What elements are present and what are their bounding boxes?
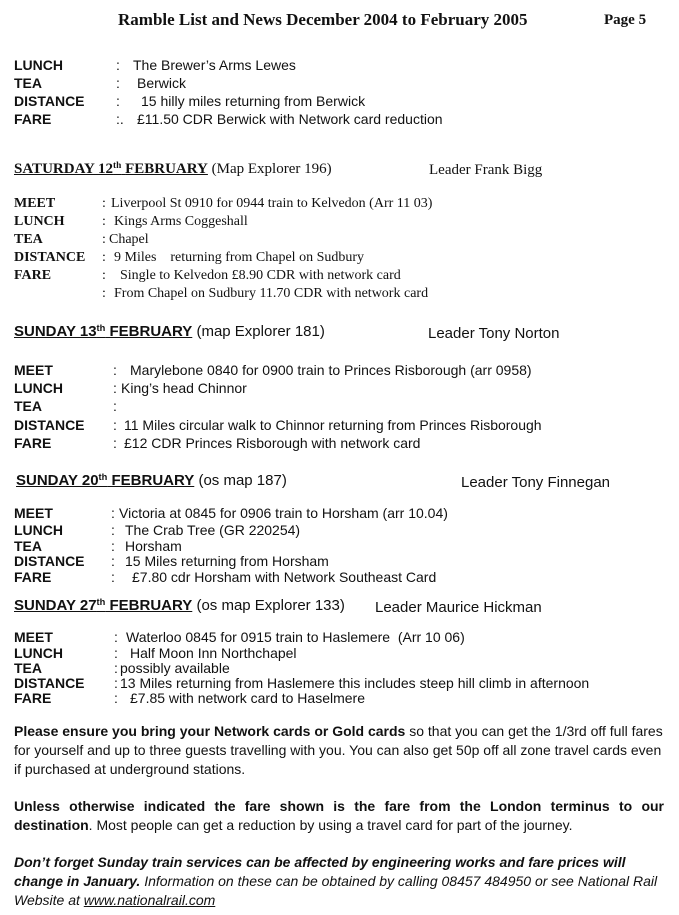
label-fare: FARE: [14, 569, 52, 585]
label-distance: DISTANCE: [14, 93, 85, 109]
value-fare: Single to Kelvedon £8.90 CDR with network card: [120, 268, 401, 283]
label-tea: TEA: [14, 75, 42, 91]
label-distance: DISTANCE: [14, 250, 86, 265]
note-emphasis: Don’t forget Sunday train services can be affected by engineering works and fare prices will change in January.: [14, 854, 626, 889]
value-lunch: Half Moon Inn Northchapel: [130, 645, 297, 661]
label-lunch: LUNCH: [14, 380, 63, 396]
value-distance: 15 hilly miles returning from Berwick: [141, 93, 366, 109]
value-fare: £7.80 cdr Horsham with Network Southeast Card: [132, 569, 437, 585]
national-rail-link[interactable]: www.nationalrail.com: [83, 892, 216, 908]
separator: :: [111, 522, 115, 538]
separator: :: [114, 690, 118, 706]
section-date: SUNDAY 13th FEBRUARY: [14, 322, 193, 340]
label-fare: FARE: [14, 111, 52, 127]
separator: :: [113, 398, 117, 414]
label-meet: MEET: [14, 196, 56, 211]
value-meet: Liverpool St 0910 for 0944 train to Kelvedon (Arr 11 03): [111, 196, 433, 211]
separator: :: [102, 196, 106, 211]
walk-leader: Leader Tony Norton: [428, 325, 560, 342]
section-date: SUNDAY 20th FEBRUARY: [16, 471, 195, 489]
label-tea: TEA: [14, 398, 42, 414]
map-reference: (Map Explorer 196): [211, 161, 332, 177]
separator: :: [111, 505, 115, 521]
value-lunch: King’s head Chinnor: [121, 380, 247, 396]
value-meet: Victoria at 0845 for 0906 train to Horsham (arr 10.04): [119, 505, 448, 521]
value-fare: £7.85 with network card to Haselmere: [130, 690, 365, 706]
value-meet: Waterloo 0845 for 0915 train to Haslemere (Arr 10 06): [126, 629, 465, 645]
separator: :: [113, 362, 117, 378]
value-lunch: The Brewer’s Arms Lewes: [133, 57, 296, 73]
label-meet: MEET: [14, 362, 53, 378]
page-number: Page 5: [604, 12, 647, 28]
value-fare: £11.50 CDR Berwick with Network card reduction: [137, 111, 443, 127]
walk-leader: Leader Maurice Hickman: [375, 599, 542, 616]
section-heading: [14, 597, 345, 614]
separator: :.: [116, 111, 124, 127]
value-tea: Horsham: [125, 538, 182, 554]
map-reference: (map Explorer 181): [196, 323, 325, 340]
value-distance: 9 Miles returning from Chapel on Sudbury: [114, 250, 365, 265]
separator: :: [116, 57, 120, 73]
page-header-title: Ramble List and News December 2004 to February 2005: [118, 10, 528, 29]
label-tea: TEA: [14, 232, 43, 247]
separator: :: [116, 75, 120, 91]
separator: :: [102, 268, 106, 283]
note-emphasis: Please ensure you bring your Network cards or Gold cards: [14, 723, 406, 739]
value-fare-return: From Chapel on Sudbury 11.70 CDR with network card: [114, 286, 429, 301]
separator: :: [113, 380, 117, 396]
label-meet: MEET: [14, 629, 53, 645]
label-distance: DISTANCE: [14, 675, 85, 691]
separator: :: [114, 660, 118, 676]
note-text: . Most people can get a reduction by using a travel card for part of the journey.: [88, 817, 573, 833]
value-lunch: Kings Arms Coggeshall: [114, 214, 248, 229]
walk-leader: Leader Tony Finnegan: [461, 474, 611, 491]
value-distance: 11 Miles circular walk to Chinnor returning from Princes Risborough: [124, 417, 542, 433]
section-heading: [14, 323, 325, 340]
separator: :: [111, 553, 115, 569]
value-distance: 13 Miles returning from Haslemere this includes steep hill climb in afternoon: [120, 675, 590, 691]
separator: :: [102, 232, 106, 247]
map-reference: (os map Explorer 133): [196, 597, 345, 614]
map-reference: (os map 187): [198, 472, 287, 489]
section-date: SATURDAY 12th FEBRUARY: [14, 160, 208, 177]
value-distance: 15 Miles returning from Horsham: [125, 553, 329, 569]
label-tea: TEA: [14, 538, 42, 554]
value-tea: Chapel: [109, 232, 149, 247]
section-heading: [14, 161, 332, 178]
label-fare: FARE: [14, 268, 52, 283]
label-lunch: LUNCH: [14, 522, 63, 538]
separator: :: [102, 250, 106, 265]
label-fare: FARE: [14, 690, 52, 706]
note-engineering-works: [14, 853, 664, 910]
label-lunch: LUNCH: [14, 57, 63, 73]
walk-leader: Leader Frank Bigg: [429, 162, 543, 178]
label-meet: MEET: [14, 505, 53, 521]
note-network-cards: [14, 722, 664, 779]
separator: :: [102, 214, 106, 229]
value-lunch: The Crab Tree (GR 220254): [125, 522, 301, 538]
section-date: SUNDAY 27th FEBRUARY: [14, 596, 193, 614]
separator: :: [102, 286, 106, 301]
section-heading: [16, 472, 287, 489]
separator: :: [116, 93, 120, 109]
note-emphasis: Unless otherwise indicated the fare shown is the fare from the London terminus to our destination: [14, 798, 664, 833]
separator: :: [111, 538, 115, 554]
value-tea: Berwick: [137, 75, 187, 91]
value-tea: possibly available: [120, 660, 230, 676]
label-distance: DISTANCE: [14, 553, 85, 569]
note-text: Information on these can be obtained by calling 08457 484950 or see National Rail Website at: [14, 873, 658, 908]
separator: :: [113, 417, 117, 433]
separator: :: [114, 675, 118, 691]
label-lunch: LUNCH: [14, 214, 65, 229]
label-distance: DISTANCE: [14, 417, 85, 433]
label-lunch: LUNCH: [14, 645, 63, 661]
separator: :: [111, 569, 115, 585]
label-fare: FARE: [14, 435, 52, 451]
value-fare: £12 CDR Princes Risborough with network card: [124, 435, 421, 451]
separator: :: [114, 629, 118, 645]
value-meet: Marylebone 0840 for 0900 train to Princes Risborough (arr 0958): [130, 362, 532, 378]
separator: :: [113, 435, 117, 451]
label-tea: TEA: [14, 660, 42, 676]
note-text: so that you can get the 1/3rd off full fares for yourself and up to three guests travelling with you. You can also get 50p off all zone travel cards even if purchased at underground stations.: [14, 723, 663, 777]
separator: :: [114, 645, 118, 661]
note-fare-explanation: [14, 797, 664, 835]
